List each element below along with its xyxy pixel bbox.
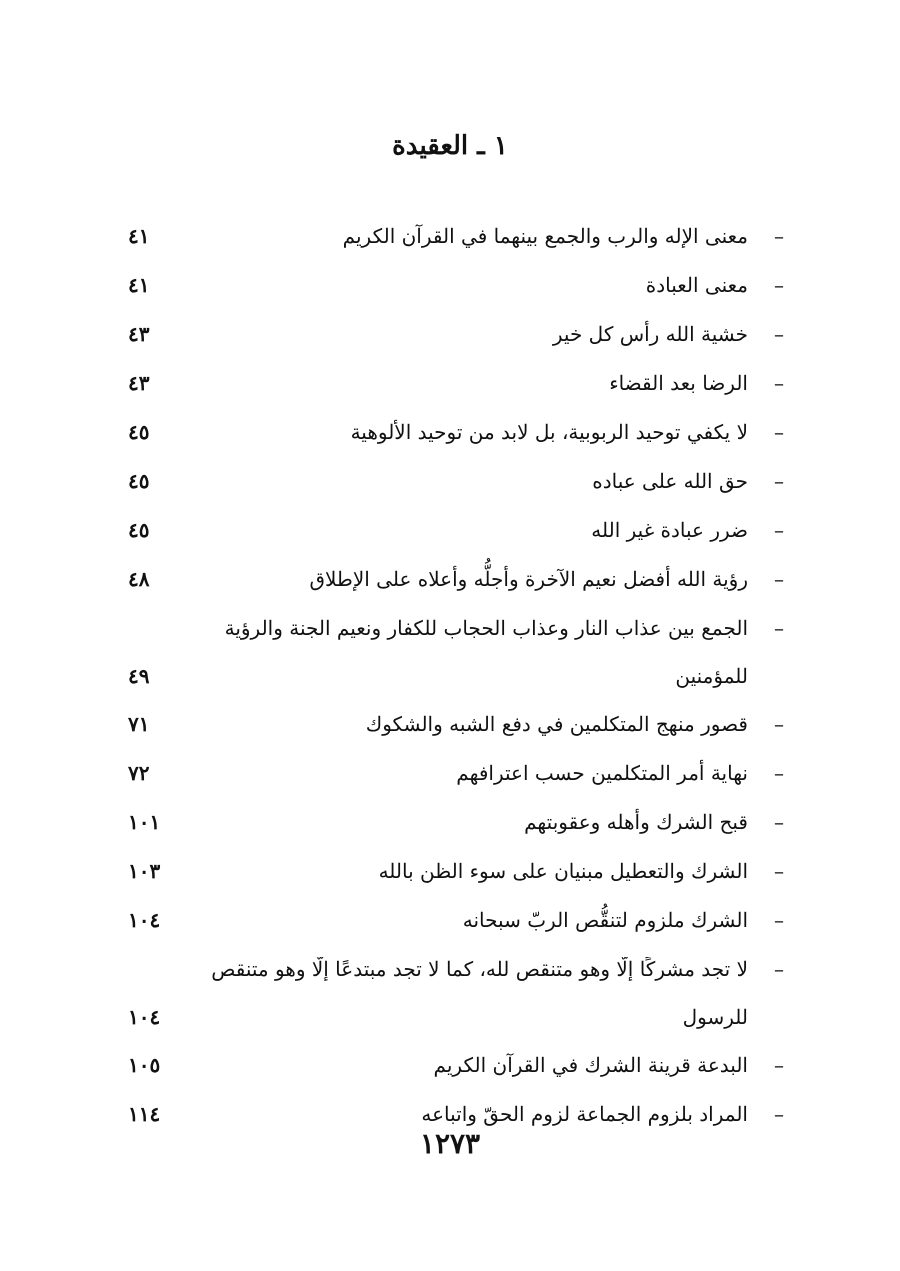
- dot-leader: [170, 420, 345, 444]
- dot-leader: [170, 322, 547, 346]
- entry-page-number: ٤٥: [128, 518, 150, 542]
- dot-leader: [170, 469, 586, 493]
- page-number-footer: ١٢٧٣: [419, 1127, 481, 1160]
- entry-title: رؤية الله أفضل نعيم الآخرة وأجلُّه وأعلاه على الإطلاق: [309, 567, 748, 591]
- section-heading: ١ ـ العقيدة: [392, 131, 508, 161]
- toc-entry: [128, 847, 790, 896]
- toc-entry: [128, 749, 790, 798]
- entry-dash: –: [774, 567, 784, 591]
- table-of-contents: [128, 212, 790, 1139]
- entry-leader-line: [128, 810, 748, 834]
- entry-page-number: ١٠٤: [128, 908, 161, 932]
- entry-leader-line: [128, 224, 748, 248]
- entry-leader-line: [128, 761, 748, 785]
- entry-title: قصور منهج المتكلمين في دفع الشبه والشكوك: [365, 712, 748, 736]
- toc-entry: [128, 555, 790, 604]
- entry-title-continuation: للرسول: [682, 1005, 748, 1029]
- toc-entry: [128, 310, 790, 359]
- entry-title: المراد بلزوم الجماعة لزوم الحقّ واتباعه: [421, 1102, 748, 1126]
- toc-entry: [128, 359, 790, 408]
- entry-leader-line: [128, 712, 748, 736]
- entry-leader-line: [128, 518, 748, 542]
- entry-title-continuation: للمؤمنين: [675, 664, 748, 688]
- entry-dash: –: [774, 1053, 784, 1077]
- entry-page-number: ١٠٥: [128, 1053, 161, 1077]
- dot-leader: [170, 1005, 677, 1029]
- toc-entry: [128, 604, 790, 700]
- entry-leader-line: [128, 322, 748, 346]
- entry-page-number: ١٠٣: [128, 859, 161, 883]
- entry-page-number: ٧١: [128, 712, 150, 736]
- entry-page-number: ١١٤: [128, 1102, 161, 1126]
- toc-entry: [128, 945, 790, 1041]
- entry-dash: –: [774, 273, 784, 297]
- entry-dash: –: [774, 469, 784, 493]
- toc-entry: [128, 700, 790, 749]
- entry-page-number: ٤١: [128, 273, 150, 297]
- entry-dash: –: [774, 908, 784, 932]
- entry-dash: –: [774, 859, 784, 883]
- toc-entry: [128, 798, 790, 847]
- dot-leader: [170, 1102, 415, 1126]
- entry-leader-line: [128, 273, 748, 297]
- entry-title: معنى العبادة: [645, 273, 748, 297]
- entry-page-number: ١٠٤: [128, 1005, 161, 1029]
- entry-dash: –: [774, 518, 784, 542]
- toc-entry: [128, 261, 790, 310]
- entry-title: خشية الله رأس كل خير: [552, 322, 748, 346]
- dot-leader: [170, 859, 373, 883]
- dot-leader: [170, 1053, 428, 1077]
- toc-entry: [128, 408, 790, 457]
- entry-page-number: ٤٣: [128, 322, 150, 346]
- dot-leader: [170, 908, 457, 932]
- entry-page-number: ٤٩: [128, 664, 150, 688]
- entry-dash: –: [774, 616, 784, 640]
- entry-leader-line: [128, 469, 748, 493]
- entry-title: حق الله على عباده: [592, 469, 748, 493]
- entry-dash: –: [774, 420, 784, 444]
- entry-page-number: ٤٥: [128, 469, 150, 493]
- entry-title: نهاية أمر المتكلمين حسب اعترافهم: [456, 761, 748, 785]
- entry-page-number: ٤٥: [128, 420, 150, 444]
- toc-entry: [128, 506, 790, 555]
- dot-leader: [170, 664, 669, 688]
- dot-leader: [170, 810, 518, 834]
- entry-dash: –: [774, 761, 784, 785]
- dot-leader: [170, 371, 603, 395]
- entry-dash: –: [774, 322, 784, 346]
- entry-dash: –: [774, 712, 784, 736]
- entry-dash: –: [774, 810, 784, 834]
- entry-title: الجمع بين عذاب النار وعذاب الحجاب للكفار ونعيم الجنة والرؤية: [224, 616, 748, 640]
- entry-leader-line: [128, 1053, 748, 1077]
- dot-leader: [170, 567, 303, 591]
- entry-title: معنى الإله والرب والجمع بينهما في القرآن الكريم: [342, 224, 748, 248]
- entry-leader-line: [128, 567, 748, 591]
- toc-entry: [128, 1041, 790, 1090]
- entry-leader-line: [128, 664, 748, 688]
- entry-title: الشرك ملزوم لتنقُّص الربّ سبحانه: [462, 908, 748, 932]
- entry-title: لا يكفي توحيد الربوبية، بل لابد من توحيد الألوهية: [350, 420, 748, 444]
- entry-title: الشرك والتعطيل مبنيان على سوء الظن بالله: [378, 859, 748, 883]
- entry-dash: –: [774, 224, 784, 248]
- entry-dash: –: [774, 957, 784, 981]
- entry-leader-line: [128, 908, 748, 932]
- entry-title: قبح الشرك وأهله وعقوبتهم: [524, 810, 748, 834]
- entry-leader-line: [128, 420, 748, 444]
- toc-entry: [128, 896, 790, 945]
- dot-leader: [170, 518, 585, 542]
- entry-leader-line: [128, 371, 748, 395]
- entry-page-number: ٤٣: [128, 371, 150, 395]
- entry-leader-line: [128, 859, 748, 883]
- dot-leader: [170, 712, 360, 736]
- dot-leader: [170, 273, 640, 297]
- entry-page-number: ٧٢: [128, 761, 150, 785]
- entry-leader-line: [128, 1005, 748, 1029]
- entry-title: ضرر عبادة غير الله: [591, 518, 748, 542]
- entry-page-number: ٤٨: [128, 567, 150, 591]
- entry-page-number: ٤١: [128, 224, 150, 248]
- entry-title: لا تجد مشركًا إلّا وهو متنقص لله، كما لا تجد مبتدعًا إلّا وهو متنقص: [211, 957, 748, 981]
- entry-title: الرضا بعد القضاء: [609, 371, 748, 395]
- dot-leader: [170, 224, 337, 248]
- entry-page-number: ١٠١: [128, 810, 161, 834]
- entry-dash: –: [774, 1102, 784, 1126]
- toc-entry: [128, 212, 790, 261]
- entry-title: البدعة قرينة الشرك في القرآن الكريم: [433, 1053, 748, 1077]
- entry-leader-line: [128, 1102, 748, 1126]
- entry-dash: –: [774, 371, 784, 395]
- dot-leader: [170, 761, 450, 785]
- toc-entry: [128, 457, 790, 506]
